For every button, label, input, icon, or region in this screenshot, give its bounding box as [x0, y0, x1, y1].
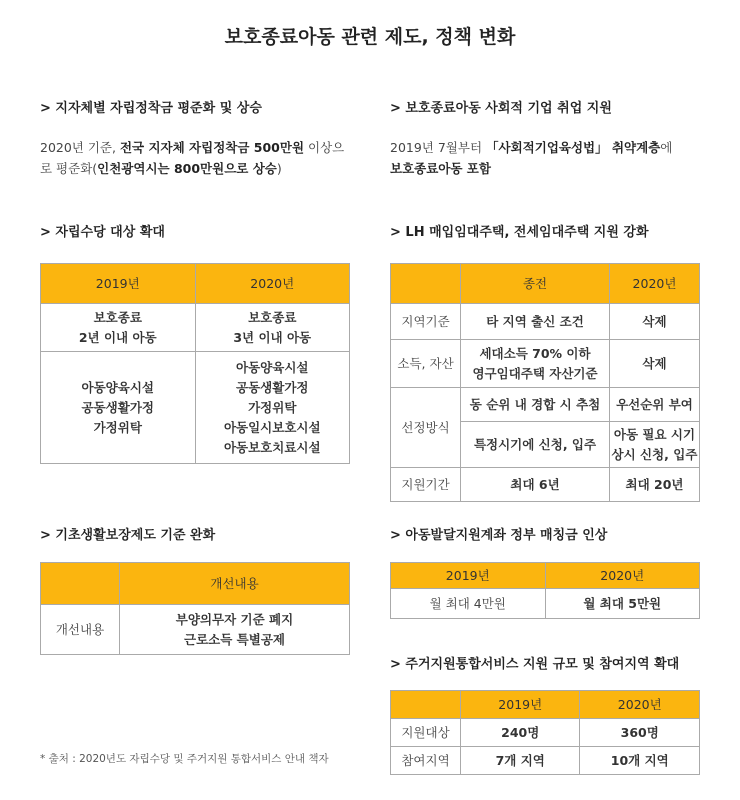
section-heading-social-enterprise: > 보호종료아동 사회적 기업 취업 지원 — [390, 101, 612, 116]
footnote: * 출처 : 2020년도 자립수당 및 주거지원 통합서비스 안내 책자 — [40, 753, 329, 765]
header-2020: 2020년 — [195, 264, 350, 304]
row-label-region: 참여지역 — [391, 747, 461, 775]
header-2020: 2020년 — [545, 563, 700, 589]
header-2019: 2019년 — [461, 691, 580, 719]
table-row: 지원기간 최대 6년 최대 20년 — [391, 468, 700, 502]
header-blank — [391, 264, 461, 304]
header-blank — [41, 563, 120, 605]
table-row: 월 최대 4만원 월 최대 5만원 — [391, 589, 700, 619]
table-row — [41, 304, 350, 352]
row-label-region: 지역기준 — [391, 304, 461, 340]
header-2019: 2019년 — [391, 563, 546, 589]
section-heading-basic-living: > 기초생활보장제도 기준 완화 — [40, 528, 216, 543]
section-heading-settlement: > 지자체별 자립정착금 평준화 및 상승 — [40, 101, 262, 116]
section-heading-matching-fund: > 아동발달지원계좌 정부 매칭금 인상 — [390, 528, 608, 543]
row-label-improvement: 개선내용 — [41, 605, 120, 655]
page-title: 보호종료아동 관련 제도, 정책 변화 — [224, 26, 516, 48]
basic-living-table — [40, 562, 350, 655]
lh-housing-table — [390, 263, 700, 502]
header-blank — [391, 691, 461, 719]
matching-fund-table — [390, 562, 700, 619]
row-label-income: 소득, 자산 — [391, 340, 461, 388]
cell-2020-facilities: 아동양육시설 공동생활가정 가정위탁 아동일시보호시설 아동보호치료시설 — [195, 352, 350, 464]
social-enterprise-paragraph: 2019년 7월부터 「사회적기업육성법」 취약계층에 보호종료아동 포함 — [390, 140, 673, 176]
cell-2019-period: 보호종료 2년 이내 아동 — [41, 304, 196, 352]
housing-service-table — [390, 690, 700, 775]
header-2020: 2020년 — [609, 264, 699, 304]
section-heading-allowance: > 자립수당 대상 확대 — [40, 225, 165, 240]
table-row: 소득, 자산 세대소득 70% 이하 영구임대주택 자산기준 삭제 — [391, 340, 700, 388]
table-row: 참여지역 7개 지역 10개 지역 — [391, 747, 700, 775]
table-row: 선정방식 동 순위 내 경합 시 추첨 우선순위 부여 — [391, 388, 700, 422]
header-2019: 2019년 — [41, 264, 196, 304]
row-label-target: 지원대상 — [391, 719, 461, 747]
row-label-duration: 지원기간 — [391, 468, 461, 502]
settlement-paragraph: 2020년 기준, 전국 지자체 자립정착금 500만원 이상으로 평준화(인천광역시는 800만원으로 상승) — [40, 140, 345, 176]
row-label-selection: 선정방식 — [391, 388, 461, 468]
table-row: 지역기준 타 지역 출신 조건 삭제 — [391, 304, 700, 340]
header-improvement: 개선내용 — [120, 563, 350, 605]
cell-2020-period: 보호종료 3년 이내 아동 — [195, 304, 350, 352]
table-row: 개선내용 부양의무자 기준 폐지 근로소득 특별공제 — [41, 605, 350, 655]
table-row: 특정시기에 신청, 입주 아동 필요 시기 상시 신청, 입주 — [391, 422, 700, 468]
header-previous: 종전 — [461, 264, 610, 304]
section-heading-housing-service: > 주거지원통합서비스 지원 규모 및 참여지역 확대 — [390, 657, 680, 672]
header-2020: 2020년 — [580, 691, 700, 719]
cell-2019-facilities: 아동양육시설 공동생활가정 가정위탁 — [41, 352, 196, 464]
allowance-table — [40, 263, 350, 464]
table-row — [41, 352, 350, 464]
section-heading-lh-housing: > LH 매입임대주택, 전세임대주택 지원 강화 — [390, 225, 649, 240]
table-row: 지원대상 240명 360명 — [391, 719, 700, 747]
